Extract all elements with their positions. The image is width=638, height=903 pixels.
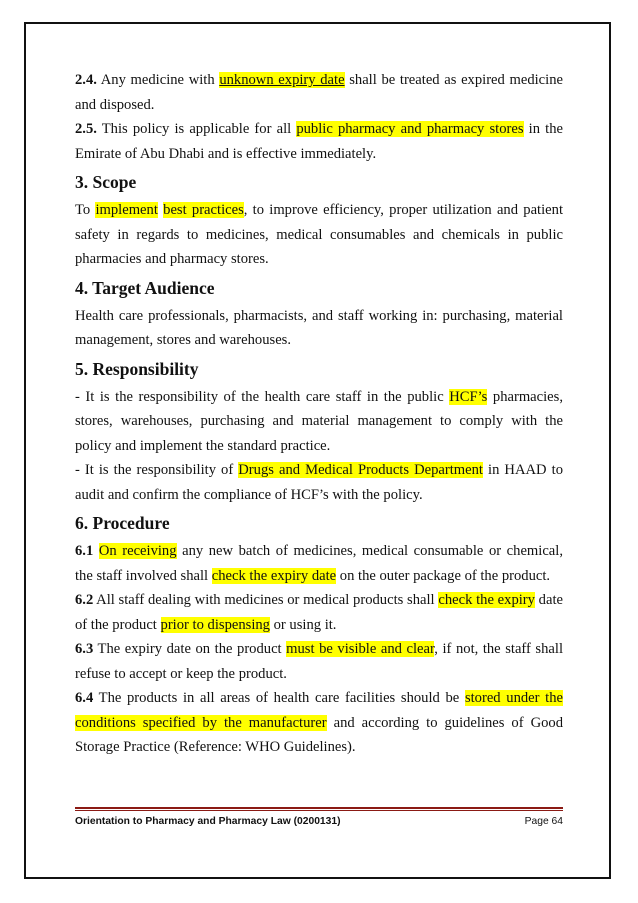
text: Any medicine with — [96, 72, 220, 88]
section-number: 2.4. — [75, 72, 97, 88]
text: - It is the responsibility of the health care staff in the public — [75, 388, 450, 405]
text: any new batch of medicines, medical consumable or chemical, the staff involved shall — [75, 543, 563, 584]
text — [93, 543, 99, 559]
heading-responsibility: 5. Responsibility — [75, 358, 199, 379]
text: or using it. — [269, 616, 337, 633]
section-number: 6.2 — [75, 592, 94, 608]
paragraph-target-audience: Health care professionals, pharmacists, and staff working in: purchasing, material management, stores and warehouses. — [75, 307, 563, 348]
section-number: 6.3 — [75, 641, 94, 657]
highlight: must be visible and clear — [286, 641, 435, 657]
highlight: prior to dispensing — [160, 616, 270, 633]
footer-rule — [75, 807, 563, 809]
page-number: Page 64 — [524, 816, 563, 827]
section-number: 6.1 — [75, 543, 94, 559]
text: shall be treated as expired medicine and disposed. — [75, 72, 563, 113]
text: , if not, the staff shall refuse to accept or keep the product. — [75, 641, 563, 682]
highlight: Drugs and Medical Products Department — [238, 462, 483, 478]
heading-scope: 3. Scope — [75, 172, 137, 192]
paragraph-responsibility-1 — [75, 385, 563, 459]
highlight: stored under the conditions specified by the manufacturer — [75, 690, 563, 731]
paragraph-scope — [75, 198, 563, 272]
highlight: best practices — [163, 202, 244, 218]
text: All staff dealing with medicines or medical products shall — [93, 592, 439, 608]
highlight: unknown expiry date — [219, 72, 345, 88]
paragraph-2-5 — [75, 117, 563, 166]
text: and according to guidelines of Good Storage Practice (Reference: WHO Guidelines). — [75, 714, 563, 755]
paragraph-2-4 — [75, 68, 563, 117]
text: The expiry date on the product — [93, 641, 287, 657]
highlight: check the expiry — [438, 592, 535, 608]
text: To — [75, 202, 96, 218]
paragraph-6-3 — [75, 637, 563, 686]
text: , to improve efficiency, proper utilization and patient safety in regards to medicines, medical consumables and chemicals in public pharmacies and pharmacy stores. — [75, 202, 563, 267]
heading-procedure: 6. Procedure — [75, 513, 170, 533]
highlight: On receiving — [98, 543, 177, 559]
highlight: check the expiry date — [211, 567, 337, 584]
paragraph-responsibility-2 — [75, 458, 563, 507]
section-number: 2.5. — [75, 121, 97, 137]
text: in HAAD to audit and confirm the compliance of HCF’s with the policy. — [75, 462, 563, 503]
text: on the outer package of the product. — [336, 567, 551, 584]
highlight: public pharmacy and pharmacy stores — [296, 121, 524, 137]
text: pharmacies, stores, warehouses, purchasing and material management to comply with the policy and implement the standard practice. — [75, 388, 563, 454]
section-number: 6.4 — [75, 690, 94, 706]
highlight: HCF’s — [449, 388, 488, 405]
footer-course-title: Orientation to Pharmacy and Pharmacy Law (0200131) — [75, 816, 341, 827]
highlight: implement — [95, 202, 158, 218]
text: in the Emirate of Abu Dhabi and is effective immediately. — [75, 121, 564, 162]
text: - It is the responsibility of — [75, 462, 239, 478]
text: date of the product — [75, 592, 563, 633]
footer-rule-thin — [75, 810, 563, 811]
text: The products in all areas of health care facilities should be — [93, 690, 465, 706]
paragraph-6-2 — [75, 588, 563, 637]
heading-target-audience: 4. Target Audience — [75, 277, 215, 298]
paragraph-6-4 — [75, 686, 563, 760]
text: This policy is applicable for all — [96, 121, 297, 137]
paragraph-6-1 — [75, 539, 563, 588]
document-body — [75, 68, 563, 760]
